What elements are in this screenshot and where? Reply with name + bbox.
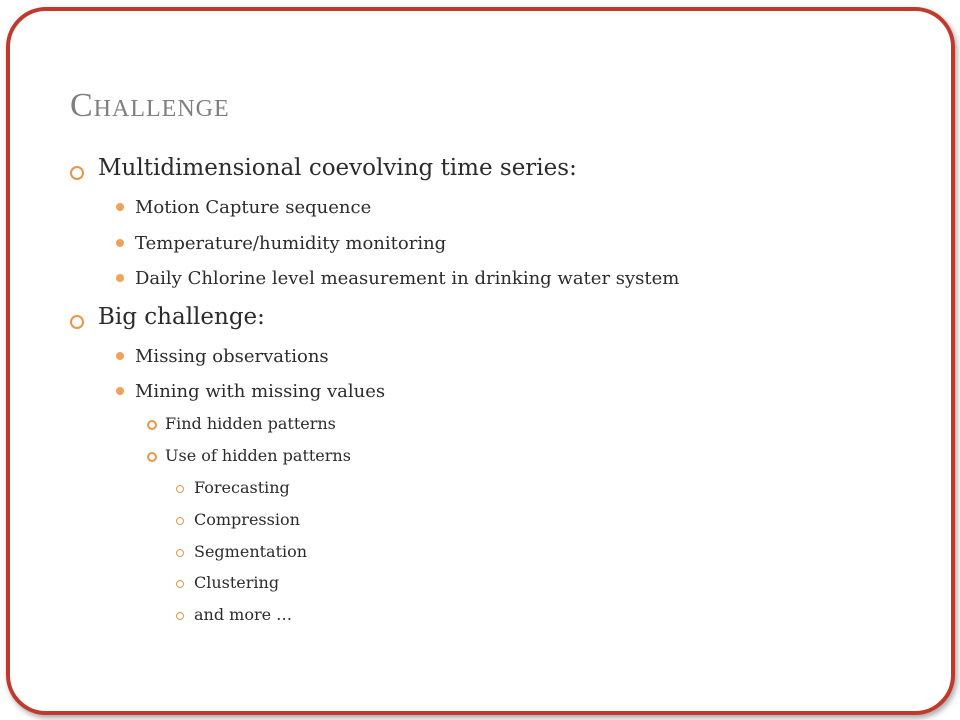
slide-title: Challenge (70, 87, 230, 124)
bullet-dot-icon (116, 352, 124, 360)
list-item-mining-missing: Mining with missing values (135, 381, 386, 402)
list-item-chlorine: Daily Chlorine level measurement in drinking water system (135, 268, 680, 289)
list-item-missing-observations: Missing observations (135, 346, 329, 367)
bullet-dot-icon (116, 203, 124, 211)
section-heading-multidimensional: Multidimensional coevolving time series: (98, 155, 577, 181)
list-item-motion-capture: Motion Capture sequence (135, 197, 372, 218)
bullet-ring-icon (176, 517, 184, 525)
list-subsubitem-segmentation: Segmentation (194, 542, 308, 561)
list-subsubitem-compression: Compression (194, 510, 300, 529)
bullet-ring-icon (147, 452, 157, 462)
list-subsubitem-forecasting: Forecasting (194, 478, 290, 497)
list-item-temperature: Temperature/humidity monitoring (135, 233, 447, 254)
bullet-ring-icon (70, 315, 84, 329)
list-subsubitem-clustering: Clustering (194, 573, 280, 592)
bullet-dot-icon (116, 274, 124, 282)
list-subitem-use-patterns: Use of hidden patterns (165, 446, 351, 465)
bullet-ring-icon (70, 166, 84, 180)
bullet-ring-icon (147, 420, 157, 430)
bullet-ring-icon (176, 485, 184, 493)
bullet-ring-icon (176, 549, 184, 557)
bullet-ring-icon (176, 612, 184, 620)
list-subitem-find-patterns: Find hidden patterns (165, 414, 336, 433)
section-heading-big-challenge: Big challenge: (98, 304, 265, 330)
list-subsubitem-and-more: and more … (194, 605, 293, 624)
slide-frame (6, 7, 955, 715)
bullet-dot-icon (116, 387, 124, 395)
bullet-dot-icon (116, 239, 124, 247)
bullet-ring-icon (176, 580, 184, 588)
